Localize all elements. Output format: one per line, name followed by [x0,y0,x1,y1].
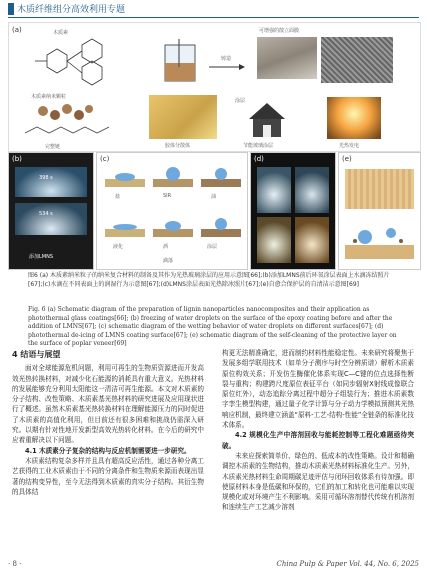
panel-a-label: (a) [12,26,22,34]
panel-d [250,152,336,270]
c-label-5: 酒 [163,244,169,250]
sem-photo [321,37,393,83]
deicing-photo-2 [295,167,329,213]
running-header [0,0,427,18]
right-column [222,348,414,513]
page-number: · 8 · [8,560,22,568]
header-accent-bar [8,3,14,15]
veneer-photo [345,169,414,209]
house-icon [245,101,289,139]
panel-d-label: (d) [254,155,264,163]
c-label-2: SIR [163,193,172,199]
cellulose-chain-diagram [23,123,113,143]
self-cleaning-diagram [345,215,414,263]
c-label-6: 涂层 [207,244,218,250]
gel-label: 胶体分散体 [165,143,191,149]
deicing-photo-4 [295,217,329,263]
film-photo [257,37,317,79]
building-label: 节能玻璃涂层 [243,143,274,149]
left-column [12,348,204,497]
c-label-4: 液化 [113,244,124,250]
droplet-photo-2 [15,203,87,235]
fibers-label: 完整链 [45,144,61,150]
left-paragraph-2: 木质素结构复杂多样并且具有超高反应活性，通过各种分离工艺获得的工业木质素由于不同的分离条件和生物质来源而表现出显著的结构变异性，至今无法得到木质素的真实分子结构。其衍生物的具体结 [12,456,204,496]
subsection-4-1: 4.1 木质素分子复杂的结构与反应机制需要进一步研究。 [25,446,191,455]
mix-arrow-label: 铸造 [221,56,232,62]
panel-a [8,22,421,152]
droplet-shapes [105,165,241,181]
right-paragraph-1: 构更无法精准确定，进而制约材料性能稳定性。未来研究将聚焦于发展多组学联用技术（如单分子测序与时空分辨质谱）解析木质素原位构效关系；开发仿生酶催化体系实现C—C键的位点选择性断裂与重构；构建跨尺度原位表征平台（如同步辐射X射线成像联合原位红外），动态追踪分离过程中超分子组装行为；推进木质素数字孪生模型构建，通过量子化学计算与分子动力学模拟预测其光热响应机制，最终建立涵盖“原料-工艺-结构-性能”全链条的标准化技术体系。 [222,349,414,430]
coat-label: 涂层 [235,98,246,104]
deicing-photo-1 [257,167,291,213]
lignin-label: 木质素 [53,30,69,36]
lignin-np-label: 木质素纳米颗粒 [31,94,67,100]
droplet-photo-1 [15,167,87,197]
time-label-2: 534 s [39,211,53,217]
lignin-structure-diagram [27,35,117,87]
panel-e [338,152,421,270]
figure-6 [8,22,419,270]
thermal-label: 光热发电 [339,143,360,149]
panel-b-label: (b) [12,155,22,163]
panel-b [8,152,94,270]
c-label-7: 滴落 [163,258,174,264]
arrow-right-icon [209,63,245,71]
header-title: 木质纤维组分高效利用专题 [17,5,126,15]
nanoparticle-dots [35,101,95,123]
panel-c-label: (c) [100,155,110,163]
beaker-icon [159,39,203,85]
figure-caption-cn: 图6 (a) 木质素纳米粒子的纳米复合材料的制备及其作为光热玻璃涂层的应用示意图[66];(b)添加LMNS前后环氧涂层表面上水滴冻结照片[67];(c)水滴在不同表面上的润湿行为示意图[67];(d)LMNS涂层表面光热除冰照片[67];(e)自愈合保护层的自清洁示意图[69] [28,272,390,288]
c-label-1: 盐 [115,194,121,200]
coating-label: 可增强的散立面膜 [259,28,300,34]
subsection-4-2: 4.2 规模化生产中溶剂回收与能耗控制等工程化难题亟待突破。 [222,431,414,450]
journal-citation: China Pulp & Paper Vol. 44, No. 6, 2025 [276,560,419,568]
time-label-1: 398 s [39,175,53,181]
right-paragraph-2: 未来应探索简单价、绿色的、低成本的改性策略。设计和精确调控木质素的生物结构，推动木质素光热材料标准化生产。另外，木质素光热材料生命周期碳足迹评估与闭环回收体系有待加强。即使原材料本身是低碳和环保的，它们的加工和转化也可能难以实现规模化或对环境产生不利影响。采用可循环溶剂替代传统有机溶剂和连续生产工艺减少溶剂 [222,451,414,512]
left-paragraph-1: 面对全球能源危机问题，利用可再生的生物质资源进而开发高效光热转换材料，对减少化石能源的消耗具有重大意义。光热材料的发展能够充分利用太阳能这一清洁可再生能源。本文对木质素的分子结构、改性策略、木质素基光热材料的研究进展及应用现状进行了概述。虽然木质素基光热转换材料在理解能源压力的同时促进了木质素的高值化利用，但目前还有很多困难和挑战仍需深入研究。以期有针对性地开发新型高效光热转化材料。在今后的研究中应着重解决以下问题。 [12,364,204,445]
page-footer [8,560,419,574]
figure-caption-en: Fig. 6 (a) Schematic diagram of the preparation of lignin nanoparticles nanocomposites and their application as photothermal glass coatings[66]; (b) freezing of water droplets on the surface of the epoxy coating before and after the addition of LMNS[67]; (c) schematic diagram of the wetting behavior of water droplets on different surfaces[67]; (d) photothermal de-icing of LMNS coating surface[67]; (e) schematic diagram of the self-cleaning of the protective layer on the surface of poplar veneer[69] [28,306,397,347]
gel-photo [149,95,217,139]
panel-c [96,152,248,270]
c-label-3: 油 [211,194,217,200]
thermal-photo [327,97,381,139]
section-heading: 4 结语与展望 [12,350,61,359]
add-lmns-label: 添加LMNS [29,254,54,260]
deicing-photo-3 [257,217,291,263]
panel-e-label: (e) [342,155,352,163]
droplet-shapes-2 [105,215,241,231]
header-rule [8,17,419,18]
